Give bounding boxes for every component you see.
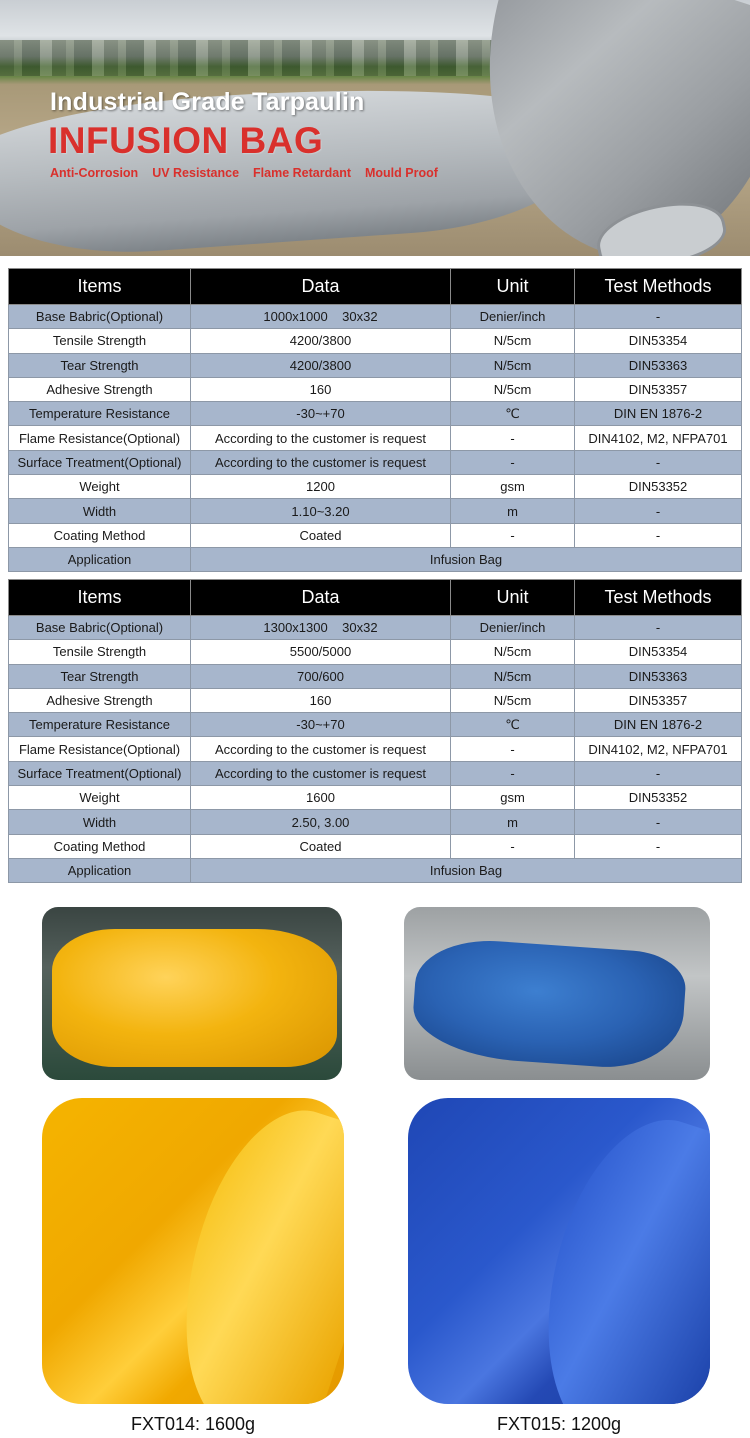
table-row bbox=[9, 475, 742, 499]
cell-data: 160 bbox=[191, 377, 451, 401]
cell-application-value: Infusion Bag bbox=[191, 547, 742, 571]
cell-unit: N/5cm bbox=[451, 329, 575, 353]
cell-data: -30~+70 bbox=[191, 402, 451, 426]
cell-method: DIN53357 bbox=[575, 688, 742, 712]
cell-method: DIN53352 bbox=[575, 786, 742, 810]
cell-item: Surface Treatment(Optional) bbox=[9, 761, 191, 785]
header-test-methods: Test Methods bbox=[575, 269, 742, 305]
cell-unit: m bbox=[451, 499, 575, 523]
cell-method: - bbox=[575, 761, 742, 785]
table-row bbox=[9, 688, 742, 712]
cell-item: Tear Strength bbox=[9, 664, 191, 688]
table-row bbox=[9, 737, 742, 761]
table-row bbox=[9, 713, 742, 737]
cell-unit: gsm bbox=[451, 475, 575, 499]
cell-data: 1000x1000 30x32 bbox=[191, 305, 451, 329]
cell-item: Coating Method bbox=[9, 523, 191, 547]
cell-data: 160 bbox=[191, 688, 451, 712]
table-row bbox=[9, 426, 742, 450]
cell-unit: ℃ bbox=[451, 402, 575, 426]
table-header-row bbox=[9, 269, 742, 305]
cell-item: Weight bbox=[9, 786, 191, 810]
table-row bbox=[9, 786, 742, 810]
table-row bbox=[9, 834, 742, 858]
cell-unit: m bbox=[451, 810, 575, 834]
cell-unit: N/5cm bbox=[451, 664, 575, 688]
feature-list bbox=[50, 166, 438, 180]
cell-unit: gsm bbox=[451, 786, 575, 810]
yellow-infusion-bag-photo bbox=[42, 907, 342, 1080]
cell-method: DIN53363 bbox=[575, 353, 742, 377]
cell-method: - bbox=[575, 523, 742, 547]
cell-method: - bbox=[575, 810, 742, 834]
cell-application-label: Application bbox=[9, 547, 191, 571]
cell-data: -30~+70 bbox=[191, 713, 451, 737]
cell-item: Flame Resistance(Optional) bbox=[9, 426, 191, 450]
feature-flame-retardant: Flame Retardant bbox=[253, 166, 351, 180]
cell-method: - bbox=[575, 834, 742, 858]
spec-table-1 bbox=[8, 268, 742, 572]
tree-line-decoration bbox=[0, 40, 560, 76]
cell-method: DIN53352 bbox=[575, 475, 742, 499]
cell-item: Temperature Resistance bbox=[9, 402, 191, 426]
blue-infusion-bag-photo bbox=[404, 907, 710, 1080]
cell-method: DIN4102, M2, NFPA701 bbox=[575, 426, 742, 450]
cell-method: DIN4102, M2, NFPA701 bbox=[575, 737, 742, 761]
cell-data: 1600 bbox=[191, 786, 451, 810]
cell-data: 4200/3800 bbox=[191, 353, 451, 377]
cell-data: 2.50, 3.00 bbox=[191, 810, 451, 834]
cell-unit: - bbox=[451, 834, 575, 858]
table-header-row bbox=[9, 580, 742, 616]
feature-mould-proof: Mould Proof bbox=[365, 166, 438, 180]
table-row bbox=[9, 329, 742, 353]
cell-item: Width bbox=[9, 499, 191, 523]
yellow-fabric-roll-photo bbox=[42, 1098, 344, 1404]
cell-unit: N/5cm bbox=[451, 640, 575, 664]
header-unit: Unit bbox=[451, 580, 575, 616]
table-row bbox=[9, 810, 742, 834]
spec-table-2 bbox=[8, 579, 742, 883]
cell-data: 1200 bbox=[191, 475, 451, 499]
blue-bag-shape bbox=[410, 936, 688, 1073]
cell-unit: N/5cm bbox=[451, 688, 575, 712]
cell-item: Base Babric(Optional) bbox=[9, 616, 191, 640]
cell-method: DIN53354 bbox=[575, 329, 742, 353]
feature-anti-corrosion: Anti-Corrosion bbox=[50, 166, 139, 180]
cell-item: Weight bbox=[9, 475, 191, 499]
cell-method: - bbox=[575, 305, 742, 329]
cell-data: According to the customer is request bbox=[191, 450, 451, 474]
header-test-methods: Test Methods bbox=[575, 580, 742, 616]
cell-method: - bbox=[575, 616, 742, 640]
cell-application-value: Infusion Bag bbox=[191, 858, 742, 882]
cell-data: According to the customer is request bbox=[191, 737, 451, 761]
cell-item: Tensile Strength bbox=[9, 329, 191, 353]
cell-item: Width bbox=[9, 810, 191, 834]
cell-item: Tear Strength bbox=[9, 353, 191, 377]
caption-fxt014: FXT014: 1600g bbox=[130, 1414, 256, 1434]
feature-uv-resistance: UV Resistance bbox=[152, 166, 240, 180]
cell-unit: Denier/inch bbox=[451, 305, 575, 329]
cell-item: Temperature Resistance bbox=[9, 713, 191, 737]
cell-method: - bbox=[575, 450, 742, 474]
cell-method: DIN53354 bbox=[575, 640, 742, 664]
cell-item: Surface Treatment(Optional) bbox=[9, 450, 191, 474]
cell-unit: - bbox=[451, 426, 575, 450]
cell-data: 4200/3800 bbox=[191, 329, 451, 353]
table-row bbox=[9, 353, 742, 377]
cell-data: According to the customer is request bbox=[191, 761, 451, 785]
yellow-fabric-fold bbox=[145, 1098, 344, 1404]
cell-unit: Denier/inch bbox=[451, 616, 575, 640]
cell-item: Coating Method bbox=[9, 834, 191, 858]
cell-unit: - bbox=[451, 737, 575, 761]
header-items: Items bbox=[9, 269, 191, 305]
table-row bbox=[9, 305, 742, 329]
table-row bbox=[9, 616, 742, 640]
header-data: Data bbox=[191, 269, 451, 305]
cell-unit: - bbox=[451, 523, 575, 547]
cell-data: 1300x1300 30x32 bbox=[191, 616, 451, 640]
table-row bbox=[9, 402, 742, 426]
cell-unit: - bbox=[451, 761, 575, 785]
cell-data: 1.10~3.20 bbox=[191, 499, 451, 523]
cell-item: Base Babric(Optional) bbox=[9, 305, 191, 329]
table-row bbox=[9, 450, 742, 474]
cell-unit: N/5cm bbox=[451, 377, 575, 401]
cell-item: Flame Resistance(Optional) bbox=[9, 737, 191, 761]
cell-data: Coated bbox=[191, 834, 451, 858]
header-data: Data bbox=[191, 580, 451, 616]
table-row bbox=[9, 664, 742, 688]
cell-unit: - bbox=[451, 450, 575, 474]
table-row bbox=[9, 523, 742, 547]
blue-fabric-fold bbox=[506, 1098, 710, 1404]
cell-data: According to the customer is request bbox=[191, 426, 451, 450]
table-row bbox=[9, 499, 742, 523]
table-row bbox=[9, 377, 742, 401]
cell-method: DIN53363 bbox=[575, 664, 742, 688]
cell-method: DIN EN 1876-2 bbox=[575, 713, 742, 737]
header-unit: Unit bbox=[451, 269, 575, 305]
cell-method: DIN53357 bbox=[575, 377, 742, 401]
cell-method: - bbox=[575, 499, 742, 523]
cell-data: 5500/5000 bbox=[191, 640, 451, 664]
header-items: Items bbox=[9, 580, 191, 616]
cell-unit: N/5cm bbox=[451, 353, 575, 377]
table-row bbox=[9, 640, 742, 664]
hero-banner bbox=[0, 0, 750, 256]
cell-unit: ℃ bbox=[451, 713, 575, 737]
cell-item: Adhesive Strength bbox=[9, 688, 191, 712]
cell-application-label: Application bbox=[9, 858, 191, 882]
cell-data: 700/600 bbox=[191, 664, 451, 688]
application-row bbox=[9, 547, 742, 571]
yellow-bag-shape bbox=[52, 929, 337, 1067]
cell-item: Tensile Strength bbox=[9, 640, 191, 664]
cell-data: Coated bbox=[191, 523, 451, 547]
banner-title: Industrial Grade Tarpaulin bbox=[50, 88, 365, 116]
cell-method: DIN EN 1876-2 bbox=[575, 402, 742, 426]
caption-fxt015: FXT015: 1200g bbox=[496, 1414, 622, 1434]
cell-item: Adhesive Strength bbox=[9, 377, 191, 401]
table-row bbox=[9, 761, 742, 785]
banner-product-name: INFUSION BAG bbox=[48, 120, 324, 161]
blue-fabric-roll-photo bbox=[408, 1098, 710, 1404]
application-row bbox=[9, 858, 742, 882]
